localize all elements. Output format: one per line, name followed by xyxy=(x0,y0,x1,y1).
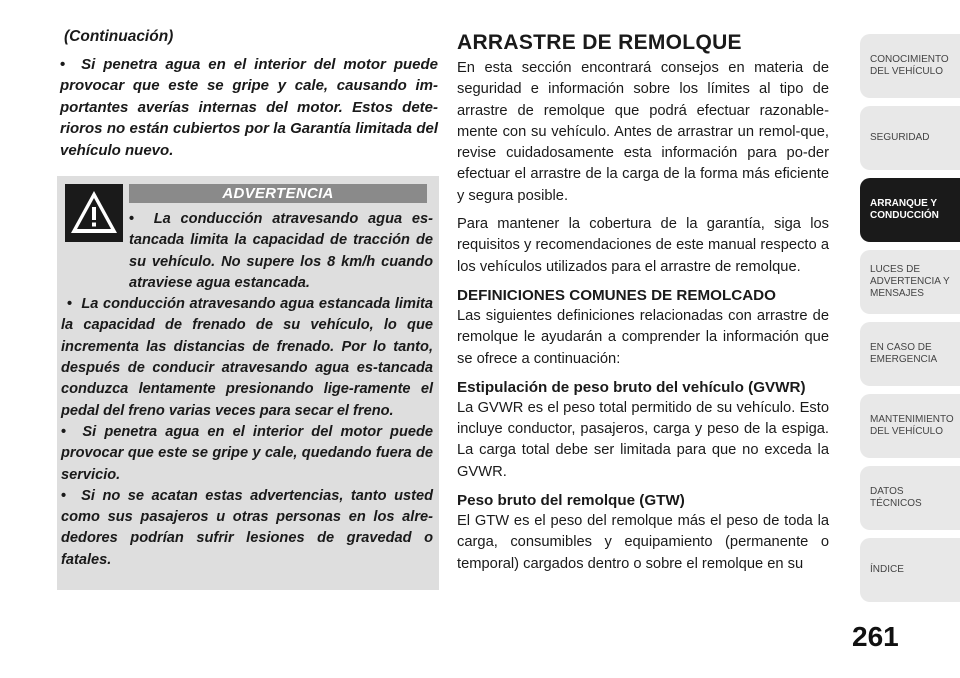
gtw-paragraph: El GTW es el peso del remolque más el peso de toda la carga, consumibles y equipamiento (permanente o temporal) cargados dentro o sobre el remolque en su xyxy=(457,513,829,572)
tab-arranque[interactable]: ARRANQUE Y CONDUCCIÓN xyxy=(860,178,960,242)
chapter-tabs xyxy=(860,34,960,610)
warning-bullet: • La conducción atravesando agua estancada limita la capacidad de frenado de su vehículo, lo que incrementa las distancias de frenado. Por lo tanto, después de conducir atravesando agua es-tancada conduzca lentamente presionando lige-ramente el pedal del freno varias veces para secar el freno. xyxy=(61,294,433,422)
tab-indice[interactable]: ÍNDICE xyxy=(860,538,960,602)
continuation-label: (Continuación) xyxy=(64,28,174,45)
gvwr-paragraph: La GVWR es el peso total permitido de su vehículo. Esto incluye conductor, pasajeros, carga y peso de la espiga. La carga total debe ser limitada para que no exceda la GVWR. xyxy=(457,399,829,480)
tab-emergencia[interactable]: EN CASO DE EMERGENCIA xyxy=(860,322,960,386)
definitions-paragraph: Las siguientes definiciones relacionadas con arrastre de remolque le ayudarán a comprender la información que se ofrece a continuación: xyxy=(457,307,829,367)
warning-bullet: • Si no se acatan estas advertencias, tanto usted como sus pasajeros u otras personas en los alre-dedores podrían sufrir lesiones de gravedad o fatales. xyxy=(61,486,433,571)
engine-water-bullet: • Si penetra agua en el interior del motor puede provocar que este se gripe y cale, causando im-portantes averías internas del motor. Estos dete-rioros no están cubiertos por la Garantía limitada del vehículo nuevo. xyxy=(60,54,438,161)
warning-box xyxy=(57,176,439,590)
tab-luces[interactable]: LUCES DE ADVERTENCIA Y MENSAJES xyxy=(860,250,960,314)
warning-text xyxy=(61,209,433,571)
gtw-heading: Peso bruto del remolque (GTW) xyxy=(457,492,685,510)
tab-datos[interactable]: DATOS TÉCNICOS xyxy=(860,466,960,530)
right-column xyxy=(457,30,829,582)
warranty-paragraph: Para mantener la cobertura de la garantía, siga los requisitos y recomendaciones de este manual respecto a los vehículos utilizados para el arrastre de remolque. xyxy=(457,216,829,275)
gvwr-heading: Estipulación de peso bruto del vehículo (GVWR) xyxy=(457,378,806,396)
definitions-heading: DEFINICIONES COMUNES DE REMOLCADO xyxy=(457,286,776,304)
intro-paragraph: En esta sección encontrará consejos en materia de seguridad e información sobre los límites al tipo de arrastre de remolque que podrá efectuar razonable-mente con su vehículo. Antes de arrastrar un remol-que, revise cuidadosamente esta información para po-der efectuar el arrastre de la carga de la forma más eficiente y segura posible. xyxy=(457,60,829,204)
tab-conocimiento[interactable]: CONOCIMIENTO DEL VEHÍCULO xyxy=(860,34,960,98)
warning-bullet: • Si penetra agua en el interior del motor puede provocar que este se gripe y cale, quedando fuera de servicio. xyxy=(61,422,433,486)
page-number: 261 xyxy=(852,621,899,652)
warning-bullet: • La conducción atravesando agua es-tancada limita la capacidad de tracción de su vehículo. No supere los 8 km/h cuando atraviese agua estancada. xyxy=(129,209,433,294)
left-column xyxy=(60,28,438,161)
tab-seguridad[interactable]: SEGURIDAD xyxy=(860,106,960,170)
warning-header: ADVERTENCIA xyxy=(129,184,427,203)
section-title: ARRASTRE DE REMOLQUE xyxy=(457,31,742,54)
tab-mantenimiento[interactable]: MANTENIMIENTO DEL VEHÍCULO xyxy=(860,394,960,458)
